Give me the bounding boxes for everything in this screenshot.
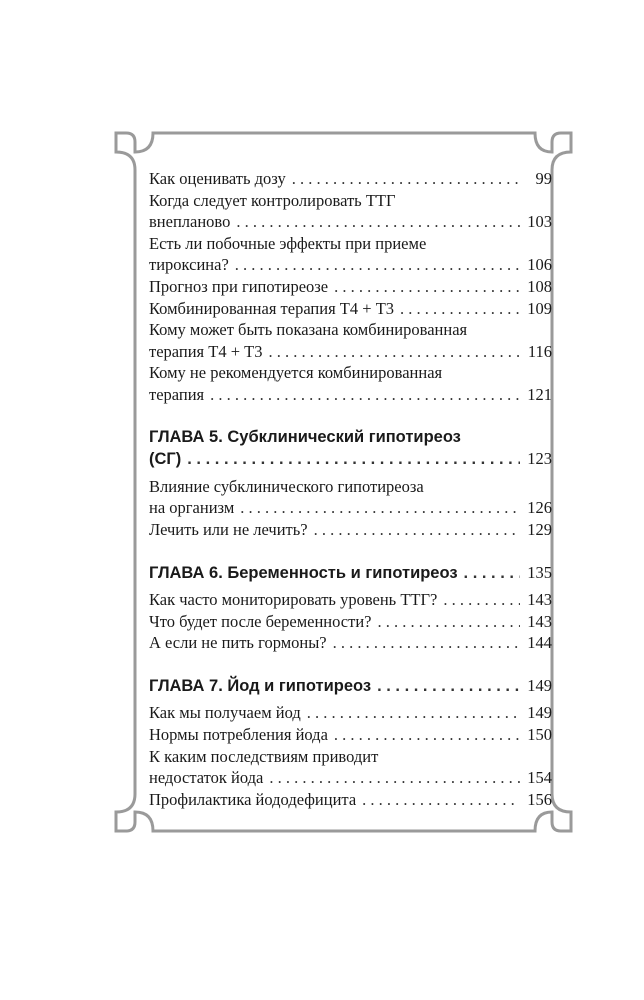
dot-leader <box>334 276 520 298</box>
toc-entry[interactable] <box>149 724 552 746</box>
toc-entry[interactable] <box>149 211 552 233</box>
table-of-contents <box>149 168 552 810</box>
toc-entry-line1[interactable] <box>149 746 552 768</box>
toc-entry-title-line1: Кому может быть показана комбинированная <box>149 320 468 340</box>
toc-entry-title: Профилактика йододефицита <box>149 789 357 809</box>
toc-entry[interactable] <box>149 276 552 298</box>
toc-entry-page: 129 <box>527 519 552 539</box>
toc-entry-page: 143 <box>527 611 552 631</box>
toc-entry-title-line1: Влияние субклинического гипотиреоза <box>149 476 424 496</box>
toc-entry-title: Как часто мониторировать уровень ТТГ? <box>149 590 438 610</box>
toc-entry-title: Прогноз при гипотиреозе <box>149 276 329 296</box>
chapter-page: 123 <box>527 449 552 469</box>
toc-entry-title-line1: К каким последствиям приводит <box>149 746 379 766</box>
toc-entry[interactable] <box>149 767 552 789</box>
toc-entry-line1[interactable] <box>149 190 552 212</box>
toc-entry-page: 103 <box>527 212 552 232</box>
chapter-heading-line1[interactable] <box>149 427 552 449</box>
toc-entry[interactable] <box>149 384 552 406</box>
toc-entry[interactable] <box>149 341 552 363</box>
chapter-page: 135 <box>527 562 552 582</box>
toc-entry-page: 108 <box>527 276 552 296</box>
toc-entry[interactable] <box>149 611 552 633</box>
toc-entry-title: А если не пить гормоны? <box>149 633 327 653</box>
toc-entry-page: 143 <box>527 590 552 610</box>
toc-entry-title-line1: Кому не рекомендуется комбинированная <box>149 363 443 383</box>
toc-entry-page: 126 <box>527 498 552 518</box>
toc-entry-title: тироксина? <box>149 255 229 275</box>
dot-leader <box>307 702 520 724</box>
toc-entry[interactable] <box>149 589 552 611</box>
dot-leader <box>443 589 520 611</box>
toc-entry-title: Что будет после беременности? <box>149 611 372 631</box>
chapter-title: (СГ) <box>149 450 182 469</box>
dot-leader <box>210 384 520 406</box>
dot-leader <box>464 563 520 585</box>
dot-leader <box>314 519 520 541</box>
toc-entry-line1[interactable] <box>149 476 552 498</box>
toc-entry[interactable] <box>149 168 552 190</box>
toc-entry-title: внепланово <box>149 212 231 232</box>
chapter-title: ГЛАВА 7. Йод и гипотиреоз <box>149 676 372 695</box>
chapter-5 <box>149 427 552 470</box>
chapter-page: 149 <box>527 675 552 695</box>
toc-entry-page: 156 <box>527 789 552 809</box>
toc-entry-title-line1: Есть ли побочные эффекты при приеме <box>149 233 427 253</box>
toc-entry[interactable] <box>149 298 552 320</box>
toc-entry-title: Лечить или не лечить? <box>149 519 308 539</box>
toc-entry-page: 149 <box>527 703 552 723</box>
toc-entry-title: недостаток йода <box>149 768 264 788</box>
toc-entry[interactable] <box>149 519 552 541</box>
toc-entry-title: Как оценивать дозу <box>149 169 286 188</box>
dot-leader <box>334 724 520 746</box>
toc-entry-page: 144 <box>527 633 552 653</box>
toc-entry-line1[interactable] <box>149 319 552 341</box>
dot-leader <box>268 341 520 363</box>
dot-leader <box>377 611 520 633</box>
toc-entry-page: 99 <box>535 169 552 188</box>
toc-entry[interactable] <box>149 497 552 519</box>
toc-entry-line1[interactable] <box>149 362 552 384</box>
toc-entry-page: 150 <box>527 725 552 745</box>
toc-entry-page: 116 <box>527 341 552 361</box>
chapter-heading[interactable] <box>149 675 552 697</box>
dot-leader <box>235 254 520 276</box>
toc-entry-title: терапия Т4 + Т3 <box>149 341 263 361</box>
dot-leader <box>187 449 520 471</box>
dot-leader <box>236 211 520 233</box>
toc-entry-title: на организм <box>149 498 235 518</box>
toc-entry-line1[interactable] <box>149 233 552 255</box>
chapter-heading[interactable] <box>149 562 552 584</box>
toc-entry[interactable] <box>149 702 552 724</box>
toc-entry-page: 154 <box>527 768 552 788</box>
section-gap <box>149 406 552 427</box>
toc-entry-page: 121 <box>527 384 552 404</box>
section-gap <box>149 541 552 562</box>
toc-entry-title: Комбинированная терапия Т4 + Т3 <box>149 298 395 318</box>
toc-entry[interactable] <box>149 254 552 276</box>
dot-leader <box>269 767 520 789</box>
dot-leader <box>362 789 520 811</box>
chapter-7 <box>149 675 552 697</box>
toc-entry[interactable] <box>149 632 552 654</box>
chapter-heading[interactable] <box>149 448 552 470</box>
toc-entry[interactable] <box>149 789 552 811</box>
chapter-6 <box>149 562 552 584</box>
toc-entry-title: Нормы потребления йода <box>149 725 328 745</box>
toc-entry-page: 106 <box>527 255 552 275</box>
dot-leader <box>240 497 520 519</box>
toc-entry-title: терапия <box>149 384 205 404</box>
toc-entry-title: Как мы получаем йод <box>149 703 301 723</box>
section-gap <box>149 654 552 675</box>
chapter-title: ГЛАВА 6. Беременность и гипотиреоз <box>149 563 458 582</box>
dot-leader <box>333 632 520 654</box>
toc-entry-page: 109 <box>527 298 552 318</box>
toc-entry-title-line1: Когда следует контролировать ТТГ <box>149 190 396 210</box>
chapter-title-line1: ГЛАВА 5. Субклинический гипотиреоз <box>149 427 461 446</box>
dot-leader <box>292 168 520 190</box>
dot-leader <box>400 298 520 320</box>
dot-leader <box>377 676 520 698</box>
